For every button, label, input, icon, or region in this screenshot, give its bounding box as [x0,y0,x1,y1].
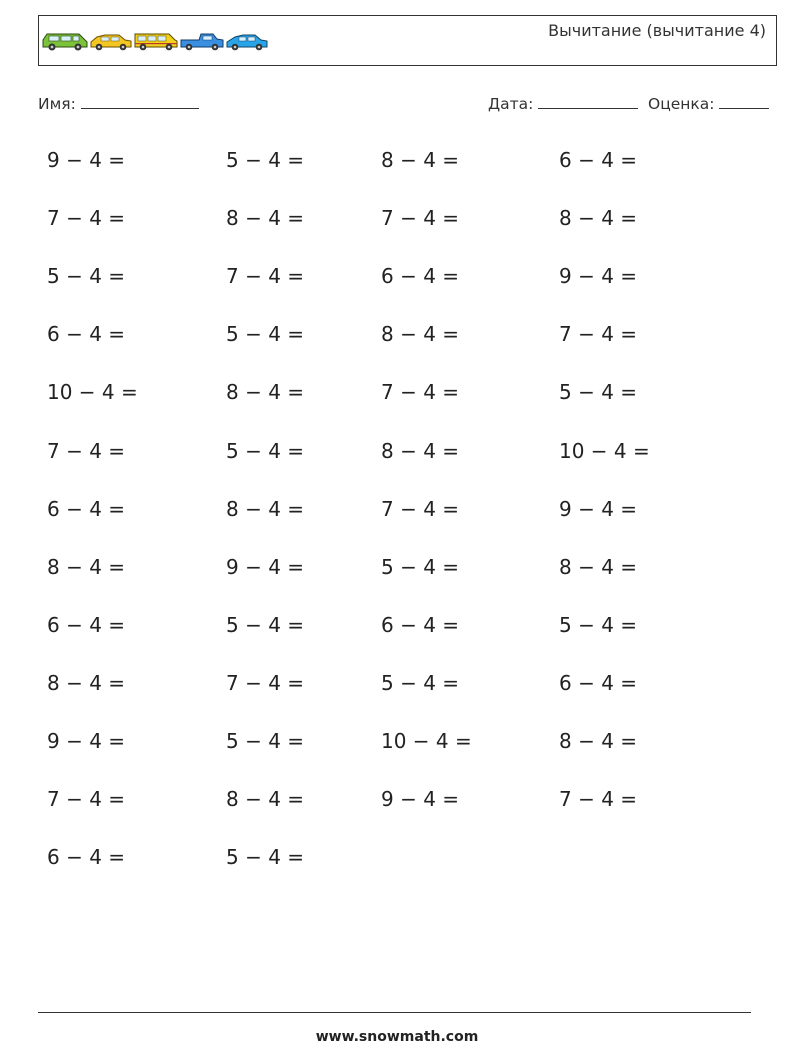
score-field [648,94,769,113]
problem-item: 6 − 4 = [559,148,638,172]
problem-item: 8 − 4 = [226,380,305,405]
problem-item: 9 − 4 = [559,264,638,289]
problem-item: 6 − 4 = [381,264,460,289]
problem-item: 9 − 4 = [47,148,126,172]
problem-item: 5 − 4 = [559,380,638,405]
problem-item: 7 − 4 = [381,206,460,231]
problem-item: 5 − 4 = [226,729,305,753]
score-blank [719,94,769,109]
problem-item: 6 − 4 = [47,496,126,521]
problem-item: 6 − 4 = [559,670,638,695]
problem-item: 5 − 4 = [226,845,305,870]
problem-item: 10 − 4 = [381,729,472,753]
worksheet-header [38,15,777,66]
problem-item: 7 − 4 = [381,380,460,405]
problem-item: 9 − 4 = [47,729,126,753]
footer-divider [38,1012,751,1013]
problem-item: 10 − 4 = [559,438,650,463]
problem-item: 9 − 4 = [226,554,305,579]
problem-item: 9 − 4 = [559,496,638,521]
problem-item: 6 − 4 = [47,322,126,347]
name-label: Имя: [38,95,76,113]
problem-item: 7 − 4 = [226,264,305,289]
problem-item: 8 − 4 = [226,787,305,812]
problem-item: 7 − 4 = [381,496,460,521]
problem-item: 8 − 4 = [47,554,126,579]
worksheet-title: Вычитание (вычитание 4) [548,21,766,40]
problem-item: 5 − 4 = [226,438,305,463]
problem-item: 7 − 4 = [47,787,126,812]
name-blank [81,94,199,109]
problem-item: 8 − 4 = [381,148,460,172]
date-blank [538,94,638,109]
problem-item: 7 − 4 = [47,438,126,463]
problem-item: 7 − 4 = [226,670,305,695]
problem-item: 7 − 4 = [47,206,126,231]
footer-site: www.snowmath.com [315,1029,479,1045]
date-label: Дата: [488,95,534,113]
date-field [488,94,638,113]
problem-item: 8 − 4 = [559,554,638,579]
problem-item: 8 − 4 = [381,322,460,347]
problem-item: 8 − 4 = [226,206,305,231]
problem-item: 5 − 4 = [226,148,305,172]
problem-item: 8 − 4 = [381,438,460,463]
problem-item: 8 − 4 = [47,670,126,695]
problem-item: 8 − 4 = [226,496,305,521]
problem-item: 5 − 4 = [381,670,460,695]
problem-item: 6 − 4 = [47,845,126,870]
problem-item: 8 − 4 = [559,729,638,753]
problem-item: 7 − 4 = [559,787,638,812]
problem-item: 6 − 4 = [381,612,460,637]
cars-banner [41,30,281,52]
green-car-icon [43,34,87,51]
problem-item: 10 − 4 = [47,380,138,405]
blue-sedan-icon [227,35,267,50]
problem-item: 9 − 4 = [381,787,460,812]
yellow-car-icon [91,35,131,50]
name-field [38,94,199,113]
problem-item: 5 − 4 = [226,612,305,637]
problem-item: 5 − 4 = [226,322,305,347]
problem-item: 5 − 4 = [381,554,460,579]
score-label: Оценка: [648,95,715,113]
problem-item: 6 − 4 = [47,612,126,637]
problem-item: 5 − 4 = [559,612,638,637]
blue-pickup-icon [181,34,223,50]
yellow-van-icon [135,34,177,50]
problem-item: 5 − 4 = [47,264,126,289]
problem-item: 8 − 4 = [559,206,638,231]
problem-item: 7 − 4 = [559,322,638,347]
